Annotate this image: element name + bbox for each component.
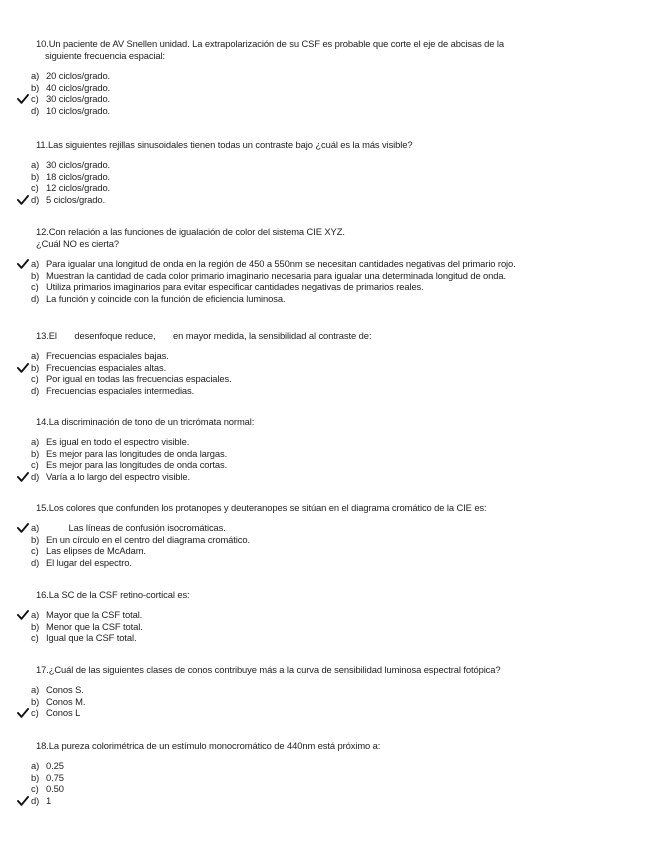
checkmark-icon	[17, 259, 29, 269]
answer-option	[31, 436, 606, 448]
answer-option	[31, 760, 606, 772]
option-text: Las elipses de McAdam.	[46, 545, 146, 557]
answer-option	[31, 795, 606, 807]
question-line: Un paciente de AV Snellen unidad. La extrapolarización de su CSF es probable que corte el eje de abcisas de la	[48, 38, 505, 49]
question-block	[31, 664, 606, 719]
option-letter: d)	[31, 105, 40, 117]
question-number: 10.	[36, 38, 49, 49]
option-text: 0.75	[46, 771, 64, 783]
answer-options	[31, 522, 606, 569]
option-text: Conos S.	[46, 684, 84, 695]
option-letter: a)	[31, 760, 40, 771]
answer-option	[31, 105, 606, 117]
option-text: 30 ciclos/grado.	[46, 93, 111, 105]
answer-option	[31, 385, 606, 397]
option-letter: d)	[31, 385, 40, 397]
option-letter: b)	[31, 533, 40, 545]
question-block	[31, 416, 606, 483]
checkmark-icon	[17, 363, 29, 373]
option-text: Frecuencias espaciales altas.	[46, 361, 167, 373]
answer-option	[31, 281, 606, 293]
answer-option	[31, 557, 606, 569]
question-block	[31, 226, 606, 305]
question-text	[36, 664, 606, 676]
option-letter: b)	[31, 771, 40, 783]
answer-option	[31, 293, 606, 305]
answer-options	[31, 436, 606, 483]
answer-options	[31, 70, 606, 117]
option-text: Conos M.	[46, 695, 86, 707]
answer-option	[31, 350, 606, 362]
answer-option	[31, 471, 606, 483]
option-letter: a)	[31, 350, 40, 361]
answer-options	[31, 350, 606, 397]
option-text: Es mejor para las longitudes de onda largas.	[46, 447, 228, 459]
option-letter: c)	[31, 373, 39, 385]
option-text: 0.25	[46, 760, 64, 771]
answer-option	[31, 269, 606, 282]
answer-option	[31, 533, 606, 546]
question-block	[31, 139, 606, 206]
option-text: Igual que la CSF total.	[46, 632, 137, 644]
option-text: 0.50	[46, 783, 64, 795]
checkmark-icon	[17, 610, 29, 620]
answer-options	[31, 159, 606, 206]
question-line: Con relación a las funciones de igualación de color del sistema CIE XYZ.	[48, 226, 345, 237]
option-text: Muestran la cantidad de cada color primario imaginario necesaria para igualar una determinada longitud de onda.	[46, 269, 507, 281]
answer-option	[31, 620, 606, 633]
answer-options	[31, 684, 606, 719]
answer-option	[31, 684, 606, 696]
option-text: Las líneas de confusión isocromáticas.	[46, 522, 226, 533]
question-number: 14.	[36, 416, 49, 427]
option-letter: c)	[31, 545, 39, 557]
question-line-2: siguiente frecuencia espacial:	[45, 50, 165, 61]
option-text: Mayor que la CSF total.	[46, 609, 143, 620]
answer-option	[31, 373, 606, 385]
option-letter: b)	[31, 269, 40, 281]
option-text: 18 ciclos/grado.	[46, 170, 111, 182]
checkmark-icon	[17, 472, 29, 482]
question-number: 12.	[36, 226, 49, 237]
option-text: 5 ciclos/grado.	[46, 194, 105, 206]
option-text: Para igualar una longitud de onda en la región de 450 a 550nm se necesitan cantidades negativas del primario rojo.	[46, 258, 516, 269]
option-letter: b)	[31, 170, 40, 182]
option-letter: c)	[31, 459, 39, 471]
option-letter: d)	[31, 293, 40, 305]
option-letter: b)	[31, 447, 40, 459]
question-text	[36, 416, 606, 428]
option-text: 40 ciclos/grado.	[46, 81, 111, 93]
option-letter: a)	[31, 522, 40, 533]
question-text	[36, 589, 606, 601]
answer-option	[31, 258, 606, 270]
option-letter: a)	[31, 159, 40, 170]
option-letter: b)	[31, 695, 40, 707]
option-text: El lugar del espectro.	[46, 557, 132, 569]
question-number: 15.	[36, 502, 49, 513]
question-text	[36, 330, 606, 342]
option-text: Por igual en todas las frecuencias espaciales.	[46, 373, 232, 385]
answer-option	[31, 70, 606, 82]
option-letter: a)	[31, 684, 40, 695]
option-text: Utiliza primarios imaginarios para evitar especificar cantidades negativas de primarios reales.	[46, 281, 424, 293]
question-line: ¿Cuál de las siguientes clases de conos contribuye más a la curva de sensibilidad luminosa espectral fotópica?	[48, 664, 501, 675]
option-letter: d)	[31, 194, 40, 206]
answer-option	[31, 194, 606, 206]
option-letter: a)	[31, 609, 40, 620]
answer-option	[31, 459, 606, 471]
option-letter: a)	[31, 436, 40, 447]
answer-option	[31, 632, 606, 644]
checkmark-icon	[17, 708, 29, 718]
question-number: 18.	[36, 740, 49, 751]
option-letter: c)	[31, 707, 39, 719]
option-letter: c)	[31, 632, 39, 644]
answer-option	[31, 159, 606, 171]
option-letter: b)	[31, 620, 40, 632]
option-letter: b)	[31, 81, 40, 93]
question-number: 13.	[36, 330, 49, 341]
question-number: 16.	[36, 589, 49, 600]
checkmark-icon	[17, 195, 29, 205]
answer-option	[31, 361, 606, 374]
question-line: La SC de la CSF retino-cortical es:	[48, 589, 190, 600]
question-line: La discriminación de tono de un tricrómata normal:	[48, 416, 255, 427]
answer-option	[31, 707, 606, 719]
question-block	[31, 502, 606, 569]
checkmark-icon	[17, 523, 29, 533]
answer-option	[31, 170, 606, 183]
answer-options	[31, 760, 606, 807]
question-line: Las siguientes rejillas sinusoidales tienen todas un contraste bajo ¿cuál es la más visible?	[48, 139, 413, 150]
question-text	[36, 38, 606, 62]
answer-options	[31, 258, 606, 305]
option-text: Frecuencias espaciales intermedias.	[46, 385, 195, 397]
question-text	[36, 139, 606, 151]
option-text: Menor que la CSF total.	[46, 620, 143, 632]
option-text: La función y coincide con la función de eficiencia luminosa.	[46, 293, 286, 305]
question-line: El desenfoque reduce, en mayor medida, la sensibilidad al contraste de:	[48, 330, 372, 341]
option-letter: c)	[31, 783, 39, 795]
option-letter: c)	[31, 182, 39, 194]
question-text	[36, 740, 606, 752]
option-letter: d)	[31, 795, 40, 807]
option-letter: a)	[31, 70, 40, 81]
question-number: 17.	[36, 664, 49, 675]
option-text: 1	[46, 795, 52, 807]
option-letter: d)	[31, 557, 40, 569]
option-text: Es igual en todo el espectro visible.	[46, 436, 190, 447]
option-text: 20 ciclos/grado.	[46, 70, 111, 81]
option-text: Frecuencias espaciales bajas.	[46, 350, 169, 361]
option-text: 10 ciclos/grado.	[46, 105, 111, 117]
answer-option	[31, 695, 606, 708]
question-block	[31, 589, 606, 644]
option-text: Es mejor para las longitudes de onda cortas.	[46, 459, 228, 471]
question-block	[31, 38, 606, 117]
answer-option	[31, 81, 606, 94]
answer-option	[31, 522, 606, 534]
answer-option	[31, 182, 606, 194]
answer-option	[31, 609, 606, 621]
option-text: 12 ciclos/grado.	[46, 182, 111, 194]
question-number: 11.	[36, 139, 49, 150]
question-text	[36, 226, 606, 250]
answer-option	[31, 447, 606, 460]
answer-options	[31, 609, 606, 644]
option-letter: c)	[31, 281, 39, 293]
checkmark-icon	[17, 796, 29, 806]
question-block	[31, 330, 606, 397]
option-letter: c)	[31, 93, 39, 105]
option-letter: b)	[31, 361, 40, 373]
option-letter: d)	[31, 471, 40, 483]
option-text: Conos L	[46, 707, 81, 719]
question-block	[31, 740, 606, 807]
option-text: 30 ciclos/grado.	[46, 159, 111, 170]
answer-option	[31, 93, 606, 105]
option-text: En un círculo en el centro del diagrama cromático.	[46, 533, 250, 545]
option-letter: a)	[31, 258, 40, 269]
question-text	[36, 502, 606, 514]
checkmark-icon	[17, 94, 29, 104]
question-line-2: ¿Cuál NO es cierta?	[36, 238, 120, 249]
answer-option	[31, 783, 606, 795]
option-text: Varía a lo largo del espectro visible.	[46, 471, 191, 483]
question-line: Los colores que confunden los protanopes y deuteranopes se sitúan en el diagrama cromático de la CIE es:	[48, 502, 487, 513]
question-line: La pureza colorimétrica de un estímulo monocromático de 440nm está próximo a:	[48, 740, 381, 751]
answer-option	[31, 771, 606, 784]
answer-option	[31, 545, 606, 557]
